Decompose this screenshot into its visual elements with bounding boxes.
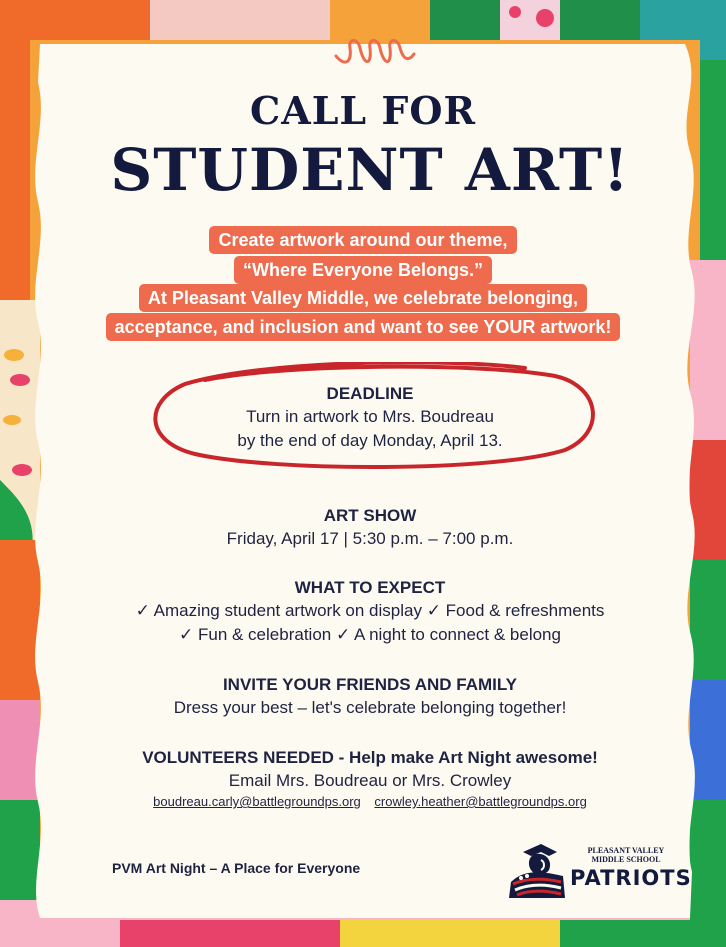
deadline-line-1: Turn in artwork to Mrs. Boudreau	[246, 407, 494, 426]
volunteers-line: Email Mrs. Boudreau or Mrs. Crowley	[228, 771, 512, 790]
theme-line-1: Create artwork around our theme,	[209, 226, 516, 254]
school-name-main: PATRIOTS	[570, 866, 692, 890]
invite-line: Dress your best – let's celebrate belonging together!	[173, 698, 567, 717]
theme-line-2-wrap	[0, 256, 726, 284]
deadline-heading: DEADLINE	[326, 384, 414, 403]
footer-tagline: PVM Art Night – A Place for Everyone	[112, 860, 361, 876]
theme-line-4: acceptance, and inclusion and want to see YOUR artwork!	[106, 313, 621, 341]
email-link-boudreau[interactable]: boudreau.carly@battlegroundps.org	[153, 794, 361, 809]
theme-line-3: At Pleasant Valley Middle, we celebrate belonging,	[139, 284, 587, 312]
theme-banner	[0, 226, 726, 254]
title-line-1: CALL FOR	[249, 88, 477, 133]
school-name-top: PLEASANT VALLEY MIDDLE SCHOOL	[587, 846, 665, 864]
theme-line-4-wrap	[0, 313, 726, 341]
deadline-section	[0, 383, 726, 453]
art-show-heading: ART SHOW	[323, 506, 417, 525]
expect-section	[0, 577, 726, 647]
theme-line-2: “Where Everyone Belongs.”	[234, 256, 492, 284]
email-link-crowley[interactable]: crowley.heather@battlegroundps.org	[374, 794, 587, 809]
title-line-2: STUDENT ART!	[110, 136, 630, 204]
expect-heading: WHAT TO EXPECT	[294, 578, 446, 597]
volunteers-section	[0, 747, 726, 811]
expect-line-2: ✓ Fun & celebration ✓ A night to connect & belong	[179, 625, 561, 644]
art-show-line: Friday, April 17 | 5:30 p.m. – 7:00 p.m.	[226, 529, 514, 548]
squiggle-icon	[332, 36, 416, 66]
deadline-line-2: by the end of day Monday, April 13.	[237, 431, 503, 450]
invite-section	[0, 674, 726, 720]
expect-line-1: ✓ Amazing student artwork on display ✓ Food & refreshments	[135, 601, 605, 620]
art-show-section	[0, 505, 726, 551]
email-links	[0, 793, 726, 811]
volunteers-heading: VOLUNTEERS NEEDED - Help make Art Night awesome!	[142, 748, 598, 767]
theme-line-3-wrap	[0, 284, 726, 312]
invite-heading: INVITE YOUR FRIENDS AND FAMILY	[222, 675, 518, 694]
